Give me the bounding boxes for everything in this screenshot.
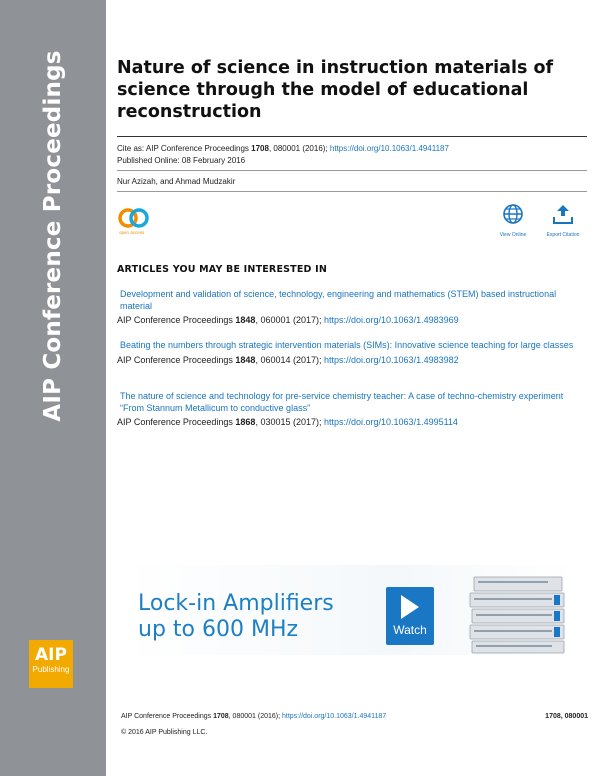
cite-rest: , 080001 (2016); xyxy=(268,144,330,153)
related-rest: , 060001 (2017); xyxy=(255,315,324,325)
footer-volume: 1708 xyxy=(213,713,229,720)
related-articles-heading: ARTICLES YOU MAY BE INTERESTED IN xyxy=(117,264,328,275)
ad-line-1: Lock-in Amplifiers xyxy=(138,591,334,616)
footer-doi-link[interactable]: https://doi.org/10.1063/1.4941187 xyxy=(282,713,387,720)
export-citation-label: Export Citation xyxy=(546,232,580,238)
citation-line xyxy=(117,143,449,154)
paper-title: Nature of science in instruction materials of science through the model of educational reconstruction xyxy=(117,58,554,122)
journal-title-vertical: AIP Conference Proceedings xyxy=(40,50,66,422)
related-article-citation xyxy=(117,417,577,429)
globe-icon xyxy=(502,203,524,225)
view-online-label: View Online xyxy=(499,232,527,238)
ad-line-2: up to 600 MHz xyxy=(138,617,299,642)
related-volume: 1848 xyxy=(235,354,256,365)
open-access-icon xyxy=(117,207,151,229)
authors-divider xyxy=(117,191,587,192)
view-online-button[interactable] xyxy=(491,203,535,238)
published-date: Published Online: 08 February 2016 xyxy=(117,156,246,165)
logo-publishing-text: Publishing xyxy=(32,665,70,674)
title-divider xyxy=(117,136,587,137)
cite-doi-link[interactable]: https://doi.org/10.1063/1.4941187 xyxy=(329,144,449,153)
footer-page-id: 1708, 080001 xyxy=(545,713,588,720)
lock-in-amplifier-image xyxy=(466,573,572,655)
export-icon xyxy=(552,203,574,225)
aip-publishing-logo[interactable] xyxy=(29,640,73,688)
related-journal: AIP Conference Proceedings xyxy=(117,417,236,427)
copyright: © 2016 AIP Publishing LLC. xyxy=(121,729,208,736)
journal-sidebar xyxy=(0,0,106,776)
related-article-citation xyxy=(117,315,577,327)
related-volume: 1868 xyxy=(235,417,256,427)
related-article-citation xyxy=(117,355,577,367)
authors: Nur Azizah, and Ahmad Mudzakir xyxy=(117,177,236,186)
related-article xyxy=(117,391,577,429)
ad-headline xyxy=(138,591,334,643)
open-access-label: open access xyxy=(119,230,145,235)
watch-label: Watch xyxy=(393,623,427,637)
open-access-badge xyxy=(117,207,151,237)
cite-prefix: Cite as: AIP Conference Proceedings xyxy=(117,144,252,153)
related-article xyxy=(117,289,577,327)
related-journal: AIP Conference Proceedings xyxy=(117,354,236,365)
related-doi-link[interactable]: https://doi.org/10.1063/1.4995114 xyxy=(324,417,458,427)
advertisement-banner[interactable] xyxy=(124,565,576,655)
footer-citation xyxy=(121,713,386,720)
cite-volume: 1708 xyxy=(251,144,269,153)
related-rest: , 060014 (2017); xyxy=(255,354,324,365)
meta-divider xyxy=(117,170,587,171)
related-doi-link[interactable]: https://doi.org/10.1063/1.4983969 xyxy=(324,315,459,325)
logo-aip-text: AIP xyxy=(35,645,67,665)
related-article-title[interactable]: Development and validation of science, technology, engineering and mathematics (STEM) based instructional material xyxy=(120,289,557,311)
related-article-title[interactable]: Beating the numbers through strategic intervention materials (SIMs): Innovative science teaching for large classes xyxy=(120,340,574,350)
related-rest: , 030015 (2017); xyxy=(255,417,324,427)
export-citation-button[interactable] xyxy=(541,203,585,238)
related-volume: 1848 xyxy=(235,315,256,325)
watch-button[interactable] xyxy=(386,587,434,645)
related-article xyxy=(117,340,577,366)
related-journal: AIP Conference Proceedings xyxy=(117,315,236,325)
related-doi-link[interactable]: https://doi.org/10.1063/1.4983982 xyxy=(324,354,459,365)
footer-rest: , 080001 (2016); xyxy=(228,713,282,720)
play-icon xyxy=(401,595,419,619)
footer-cite-prefix: AIP Conference Proceedings xyxy=(121,713,214,720)
related-article-title[interactable]: The nature of science and technology for pre-service chemistry teacher: A case of techno-chemistry experiment “From Stannum Metallicum to conductive glass” xyxy=(120,391,564,413)
